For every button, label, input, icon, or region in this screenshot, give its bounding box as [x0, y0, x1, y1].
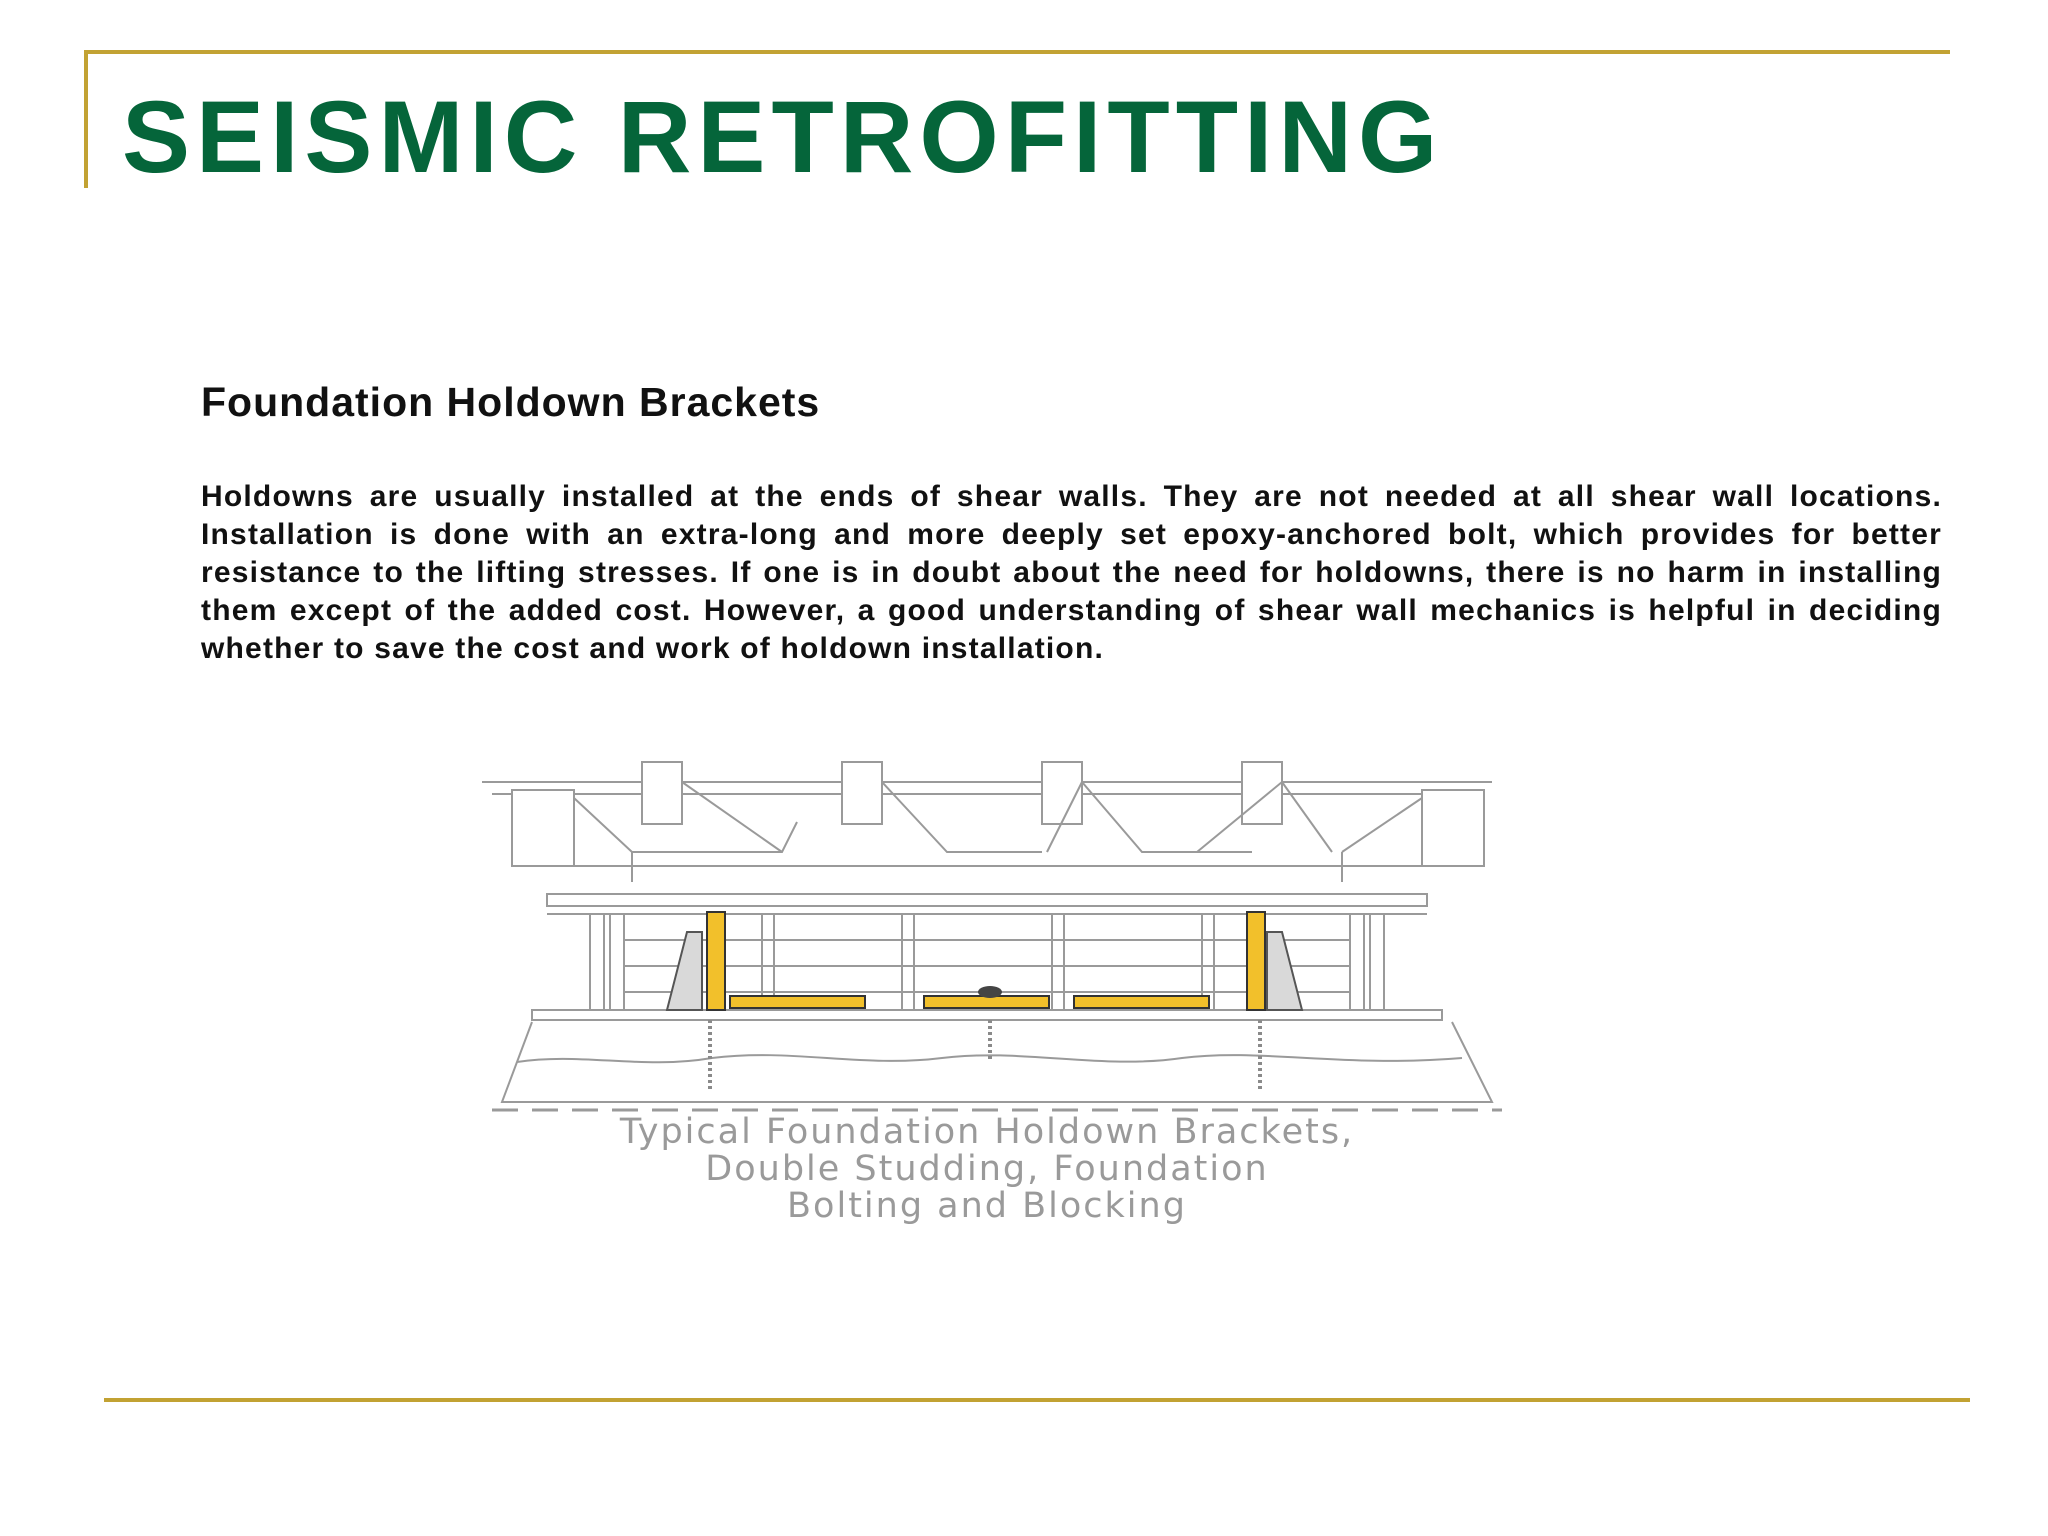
caption-line: Double Studding, Foundation [705, 1149, 1269, 1189]
caption-line: Bolting and Blocking [787, 1186, 1187, 1226]
bolt-head [978, 986, 1002, 998]
section-subtitle: Foundation Holdown Brackets [201, 379, 821, 425]
caption-line: Typical Foundation Holdown Brackets, [619, 1112, 1355, 1152]
title-frame-left-rule [84, 50, 88, 188]
holdown-diagram-figure [462, 752, 1512, 1252]
holdown-diagram [462, 752, 1512, 1132]
title-frame-top-rule [84, 50, 1950, 54]
slide-title: SEISMIC RETROFITTING [122, 80, 1444, 194]
footer-rule [104, 1398, 1970, 1402]
body-paragraph: Holdowns are usually installed at the ends of shear walls. They are not needed at all shear wall locations. Installation is done with an extra-long and more deeply set epoxy-anchored bolt, which provides for better resistance to the lifting stresses. If one is in doubt about the need for holdowns, there is no harm in installing them except of the added cost. However, a good understanding of shear wall mechanics is helpful in deciding whether to save the cost and work of holdown installation. [201, 480, 1942, 665]
joist-framing [482, 762, 1492, 1102]
figure-caption [462, 1114, 1512, 1225]
